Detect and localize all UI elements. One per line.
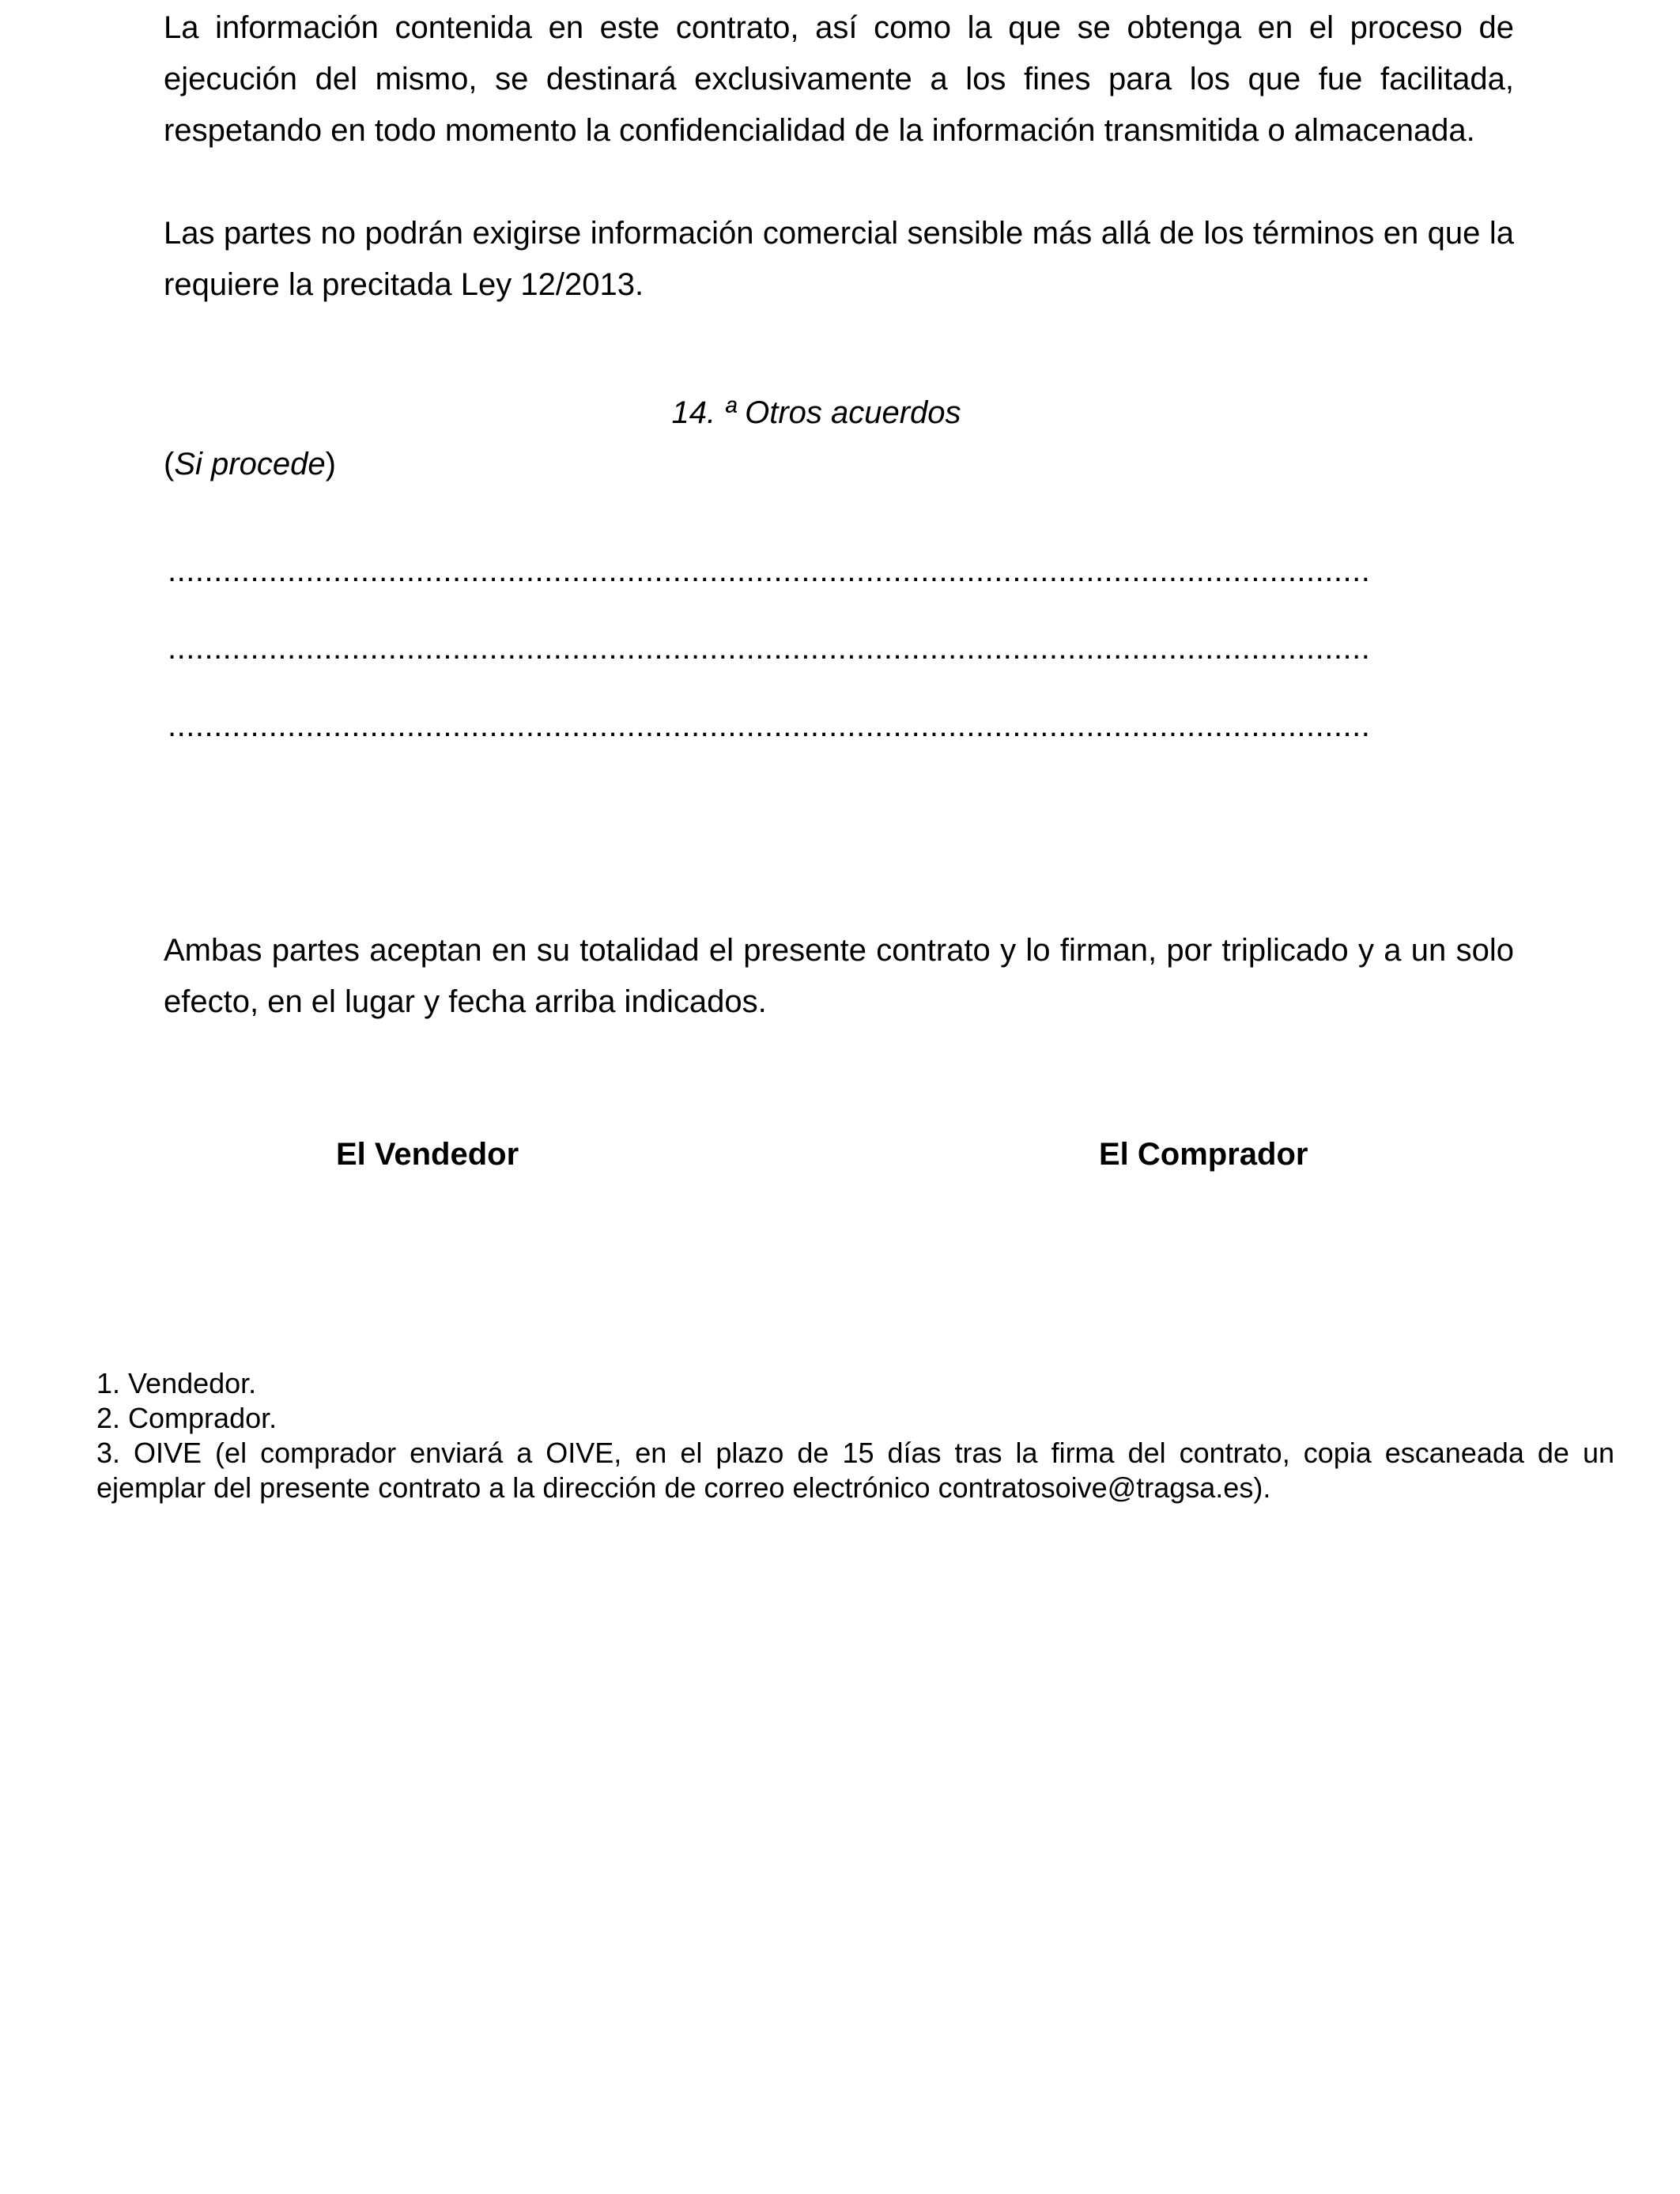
acceptance-paragraph: Ambas partes aceptan en su totalidad el presente contrato y lo firman, por triplicado y a un solo efecto, en el lugar y fecha arriba indicados. (164, 933, 1514, 1019)
fill-in-line-2: ................................................................................................................................... (168, 631, 1371, 666)
fill-in-line-3: ................................................................................................................................... (168, 708, 1371, 743)
clause-14-note (164, 439, 336, 490)
note-open-paren: ( (164, 447, 175, 481)
buyer-signature-label: El Comprador (1099, 1137, 1308, 1172)
copy-seller: 1. Vendedor. (96, 1367, 257, 1399)
clause-14-heading (0, 387, 1680, 439)
commercial-information-paragraph: Las partes no podrán exigirse información comercial sensible más allá de los términos en que la requiere la precitada Ley 12/2013. (164, 216, 1514, 302)
fill-in-line-1: ................................................................................................................................... (168, 553, 1371, 588)
confidentiality-paragraph: La información contenida en este contrato, así como la que se obtenga en el proceso de ejecución del mismo, se destinará exclusivamente a los fines para los que fue facilitada, respetando en todo momento la confidencialidad de la información transmitida o almacenada. (164, 10, 1514, 148)
note-text: Si procede (174, 447, 326, 481)
clause-14-title: 14. ª Otros acuerdos (671, 395, 961, 430)
copies-distribution-list (96, 1366, 1614, 1505)
note-close-paren: ) (325, 447, 336, 481)
seller-signature-label: El Vendedor (336, 1137, 519, 1172)
copy-oive: 3. OIVE (el comprador enviará a OIVE, en el plazo de 15 días tras la firma del contrato, copia escaneada de un ejemplar del presente contrato a la dirección de correo electrónico contratosoive@tragsa.es). (96, 1437, 1614, 1504)
copy-buyer: 2. Comprador. (96, 1402, 277, 1434)
